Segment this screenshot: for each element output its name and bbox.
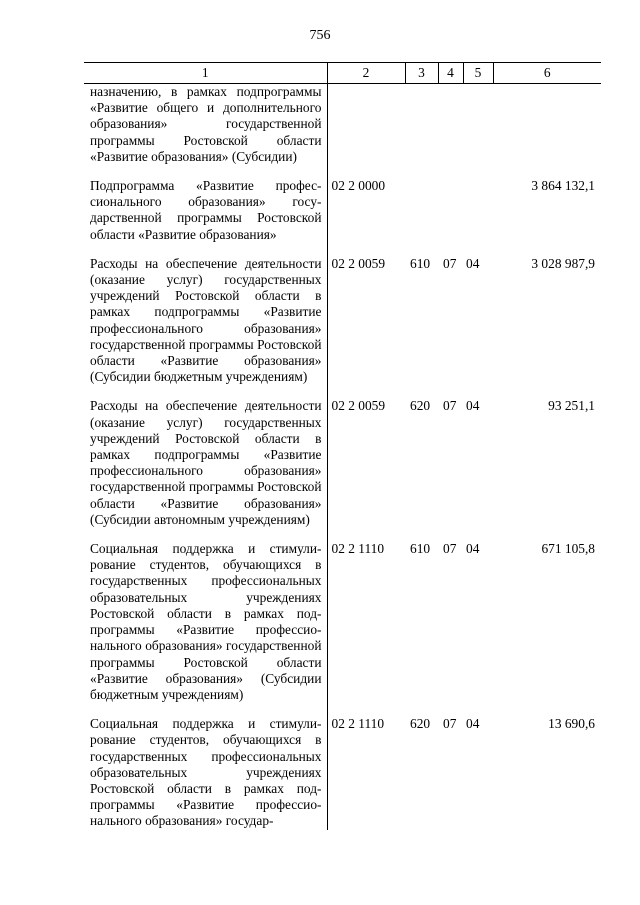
- column-header-2: 2: [327, 63, 405, 84]
- row-amount: [493, 84, 601, 179]
- table-body: [84, 84, 601, 830]
- row-amount: 93 251,1: [548, 398, 595, 414]
- row-description: назначению, в рамках подпрограммы «Развитие общего и дополнительного образования» государственной программы Ростовской области «Развитие образования» (Субсидии): [84, 84, 327, 179]
- column-header-6: 6: [493, 63, 601, 84]
- row-description: Расходы на обеспечение деятельности (оказание услуг) государственных учреждений Ростовской области в рамках подпрограммы «Развитие профессионального образования» государственной программы Ростовской области «Развитие образования» (Субсидии автономным учреждениям): [84, 398, 327, 541]
- row-target-code: 02 2 0000: [331, 178, 386, 194]
- table-header: [84, 63, 601, 84]
- header-row: [84, 63, 601, 84]
- row-section: 07: [443, 716, 457, 732]
- table-row: [84, 84, 601, 179]
- page-number: 756: [309, 28, 331, 43]
- row-subsection: 04: [466, 255, 480, 271]
- row-subsection: 04: [466, 398, 480, 414]
- row-description: Социальная поддержка и стимулирование студентов, обучающихся в государственных профессиональных образовательных учреждениях Ростовской области в рамках подпрограммы «Развитие профессионального образования» государ-: [84, 716, 327, 829]
- row-target-code: 02 2 1110: [331, 541, 385, 557]
- row-target-code: 02 2 1110: [331, 716, 385, 732]
- row-expense-type: 610: [410, 541, 431, 557]
- row-expense-type: 610: [410, 255, 431, 271]
- row-subsection: [463, 84, 493, 179]
- row-section: [438, 84, 463, 179]
- column-header-3: 3: [405, 63, 438, 84]
- row-section: [438, 178, 463, 256]
- row-section: 07: [443, 255, 457, 271]
- row-description: Расходы на обеспечение деятельности (оказание услуг) государственных учреждений Ростовской области в рамках подпрограммы «Развитие профессионального образования» государственной программы Ростовской области «Развитие образования» (Субсидии бюджетным учреждениям): [84, 256, 327, 399]
- table-row: [84, 178, 601, 256]
- row-subsection: 04: [466, 541, 480, 557]
- row-subsection: [463, 178, 493, 256]
- row-amount: 671 105,8: [541, 541, 595, 557]
- row-expense-type: 620: [410, 716, 431, 732]
- row-expense-type: [405, 84, 438, 179]
- row-amount: 3 028 987,9: [531, 255, 595, 271]
- row-amount: 13 690,6: [548, 716, 595, 732]
- row-target-code: [327, 84, 405, 179]
- row-subsection: 04: [466, 716, 480, 732]
- row-target-code: 02 2 0059: [331, 255, 386, 271]
- table-row: [84, 716, 601, 829]
- row-expense-type: 620: [410, 398, 431, 414]
- column-header-4: 4: [438, 63, 463, 84]
- row-description: Подпрограмма «Развитие профессионального образования» государственной программы Ростовской области «Развитие образования»: [84, 178, 327, 256]
- table-row: [84, 256, 601, 399]
- table-row: [84, 541, 601, 716]
- table-row: [84, 398, 601, 541]
- row-section: 07: [443, 398, 457, 414]
- row-section: 07: [443, 541, 457, 557]
- column-header-5: 5: [463, 63, 493, 84]
- row-expense-type: [405, 178, 438, 256]
- row-description: Социальная поддержка и стимулирование студентов, обучающихся в государственных профессиональных образовательных учреждениях Ростовской области в рамках подпрограммы «Развитие профессионального образования» государственной программы Ростовской области «Развитие образования» (Субсидии бюджетным учреждениям): [84, 541, 327, 716]
- budget-table: [84, 62, 601, 830]
- column-header-1: 1: [84, 63, 327, 84]
- row-target-code: 02 2 0059: [331, 398, 386, 414]
- row-amount: 3 864 132,1: [531, 178, 595, 194]
